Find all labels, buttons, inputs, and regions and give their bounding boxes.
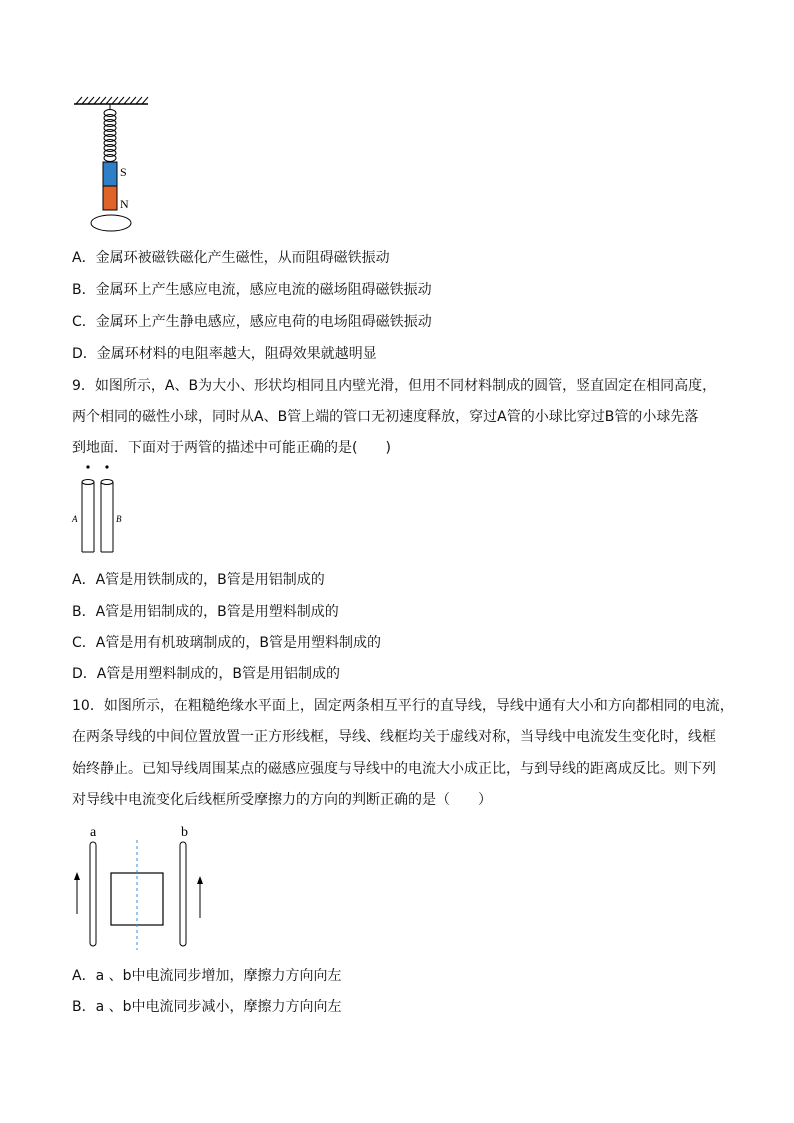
two-tubes-figure [66,462,126,557]
q9-option-b: B．A管是用铝制成的，B管是用塑料制成的 [72,604,339,620]
q8-option-a: A．金属环被磁铁磁化产生磁性，从而阻碍磁铁振动 [72,250,390,266]
q9-option-a: A．A管是用铁制成的，B管是用铝制成的 [72,572,325,588]
q10-stem-line-1: 10．如图所示，在粗糙绝缘水平面上，固定两条相互平行的直导线，导线中通有大小和方向都相同的电流， [72,698,734,714]
q10-stem-line-4: 对导线中电流变化后线框所受摩擦力的方向的判断正确的是（ ） [72,792,492,808]
tube-b-label: B [116,514,122,524]
magnet-s-label: S [120,165,127,179]
q9-stem-line-2: 两个相同的磁性小球，同时从A、B管上端的管口无初速度释放，穿过A管的小球比穿过B管的小球先落 [72,409,699,425]
q8-option-b: B．金属环上产生感应电流，感应电流的磁场阻碍磁铁振动 [72,282,432,298]
q9-stem-line-1: 9．如图所示，A、B为大小、形状均相同且内壁光滑，但用不同材料制成的圆管，竖直固定在相同高度， [72,378,717,394]
q8-option-d: D．金属环材料的电阻率越大，阻碍效果就越明显 [72,346,377,362]
wires-frame-figure [66,820,216,952]
q9-option-c: C．A管是用有机玻璃制成的，B管是用塑料制成的 [72,635,381,651]
q10-stem-line-2: 在两条导线的中间位置放置一正方形线框，导线、线框均关于虚线对称，当导线中电流发生变化时，线框 [72,729,716,745]
magnet-n-label: N [120,197,129,211]
wire-a-label: a [90,825,97,840]
q9-stem-line-3: 到地面．下面对于两管的描述中可能正确的是( ) [72,440,391,456]
q10-stem-line-3: 始终静止。已知导线周围某点的磁感应强度与导线中的电流大小成正比，与到导线的距离成反比。则下列 [72,761,716,777]
q8-option-c: C．金属环上产生静电感应，感应电荷的电场阻碍磁铁振动 [72,314,432,330]
q10-option-a: A．a 、b中电流同步增加，摩擦力方向向左 [72,968,342,984]
spring-magnet-figure [66,96,156,236]
q10-option-b: B．a 、b中电流同步减小，摩擦力方向向左 [72,999,342,1015]
tube-a-label: A [72,514,78,524]
q9-option-d: D．A管是用塑料制成的，B管是用铝制成的 [72,666,340,682]
wire-b-label: b [181,825,188,840]
